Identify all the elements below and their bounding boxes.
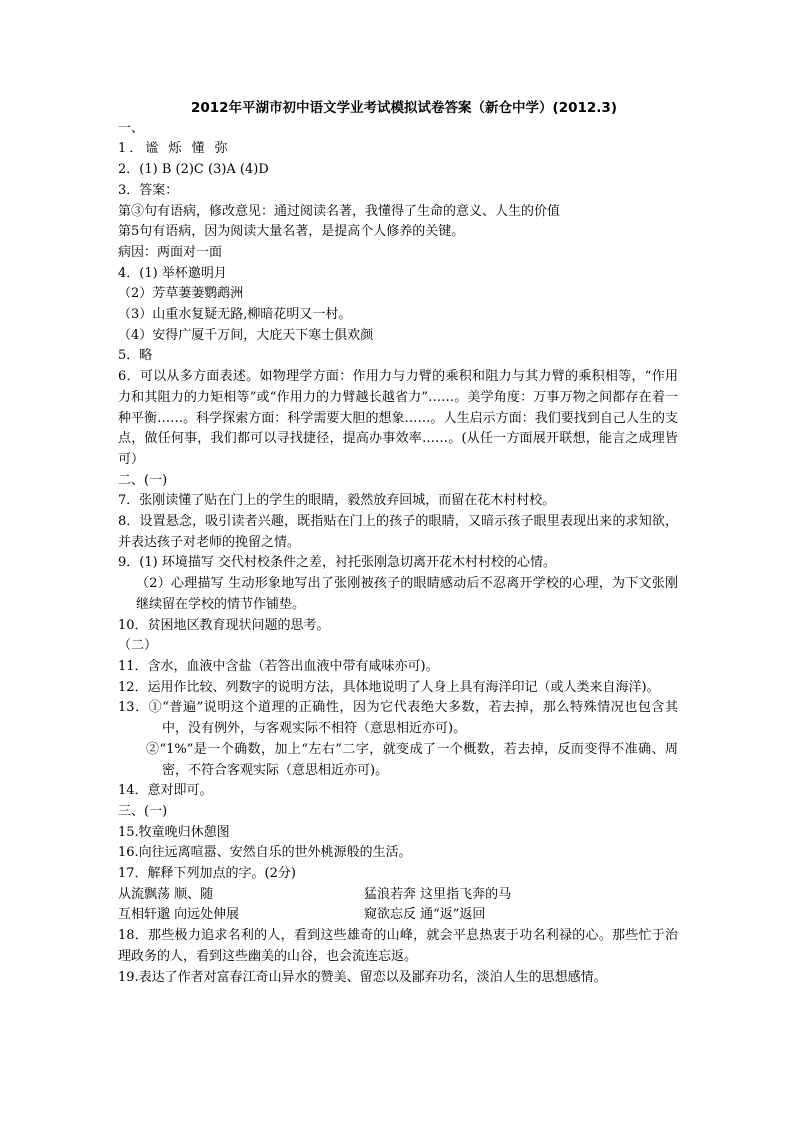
answer-3-line-1: 第③句有语病，修改意见：通过阅读名著，我懂得了生命的意义、人生的价值 — [118, 203, 561, 219]
answer-10: 10．贫困地区教育现状问题的思考。 — [118, 617, 330, 633]
section-1-heading: 一、 — [118, 120, 145, 136]
answer-15: 15.牧童晚归休憩图 — [118, 824, 230, 840]
answer-17-row-2-right: 窥欲忘反 通“返”返回 — [364, 907, 486, 923]
document-title: 2012年平湖市初中语文学业考试模拟试卷答案（新仓中学）(2012.3) — [190, 100, 617, 116]
answer-2: 2．(1) B (2)C (3)A (4)D — [118, 162, 269, 178]
answer-4-2: （2）芳草萋萋鹦鹉洲 — [118, 286, 244, 302]
answer-5: 5．略 — [118, 348, 153, 364]
answer-11: 11．含水，血液中含盐（若答出血液中带有咸味亦可)。 — [118, 658, 439, 674]
section-3-1-heading: 三、(一) — [118, 803, 168, 819]
answer-6: 6．可以从多方面表述。如物理学方面：作用力与力臂的乘积和阻力与其力臂的乘积相等，“作用力和其阻力的力矩相等”或“作用力的力臂越长越省力”……。美学角度：万事万物之间都存在着一种平衡……。科学探索方面：科学需要大胆的想象……。人生启示方面：我们要找到自己人生的支点，做任何事，我们都可以寻找捷径，提高办事效率……。(从任一方面展开联想，能言之成理皆可） — [118, 369, 678, 467]
answer-18: 18．那些极力追求名利的人，看到这些雄奇的山峰，就会平息热衷于功名利禄的心。那些忙于治理政务的人，看到这些幽美的山谷，也会流连忘返。 — [118, 928, 678, 964]
answer-4-4: （4）安得广厦千万间，大庇天下寒士俱欢颜 — [118, 327, 374, 343]
section-2-1-heading: 二、(一) — [118, 472, 168, 488]
answer-12: 12．运用作比较、列数字的说明方法，具体地说明了人身上具有海洋印记（或人类来自海洋)。 — [118, 679, 660, 695]
answer-16: 16.向往远离喧嚣、安然自乐的世外桃源般的生活。 — [118, 845, 412, 861]
answer-17-row-1-right: 猛浪若奔 这里指飞奔的马 — [364, 886, 512, 902]
answer-17-row-2-left: 互相轩邈 向远处伸展 — [118, 907, 240, 923]
answer-17-row-1 — [118, 885, 678, 906]
answer-7: 7．张刚读懂了贴在门上的学生的眼睛，毅然放弃回城，而留在花木村村校。 — [118, 493, 556, 509]
answer-17-label: 17．解释下列加点的字。(2分) — [118, 866, 296, 882]
answer-3-line-3: 病因：两面对一面 — [118, 244, 223, 260]
answer-4-3: （3）山重水复疑无路,柳暗花明又一村。 — [118, 307, 352, 323]
answer-9-1: 9．(1) 环境描写 交代村校条件之差，衬托张刚急切离开花木村村校的心情。 — [118, 555, 556, 571]
answer-13-2: ②“1%”是一个确数，加上“左右”二字，就变成了一个概数，若去掉，反而变得不准确、周密，不符合客观实际（意思相近亦可)。 — [146, 741, 678, 778]
answer-1: 1．谧 烁 懂 弥 — [118, 141, 231, 157]
answer-8: 8．设置悬念，吸引读者兴趣，既指贴在门上的孩子的眼睛，又暗示孩子眼里表现出来的求知欲，并表达孩子对老师的挽留之情。 — [118, 514, 678, 550]
answer-3-line-2: 第5句有语病，因为阅读大量名著，是提高个人修养的关键。 — [118, 224, 465, 240]
answer-17-row-1-left: 从流飘荡 顺、随 — [118, 886, 214, 902]
answer-14: 14．意对即可。 — [118, 783, 213, 799]
answer-9-2: （2）心理描写 生动形象地写出了张刚被孩子的眼睛感动后不忍离开学校的心理，为下文张刚继续留在学校的情节作铺垫。 — [136, 576, 678, 612]
answer-19: 19.表达了作者对富春江奇山异水的赞美、留恋以及鄙弃功名，淡泊人生的思想感情。 — [118, 969, 607, 985]
answer-4-1: 4．(1) 举杯邀明月 — [118, 265, 227, 281]
answer-17-row-2 — [118, 905, 678, 926]
answer-13-1: 13．①“普遍”说明这个道理的正确性，因为它代表绝大多数，若去掉，那么特殊情况也包含其中，没有例外，与客观实际不相符（意思相近亦可)。 — [118, 700, 678, 737]
answer-3-label: 3．答案： — [118, 182, 179, 198]
answer-document — [118, 98, 678, 988]
section-2-2-heading: （二） — [118, 638, 158, 654]
